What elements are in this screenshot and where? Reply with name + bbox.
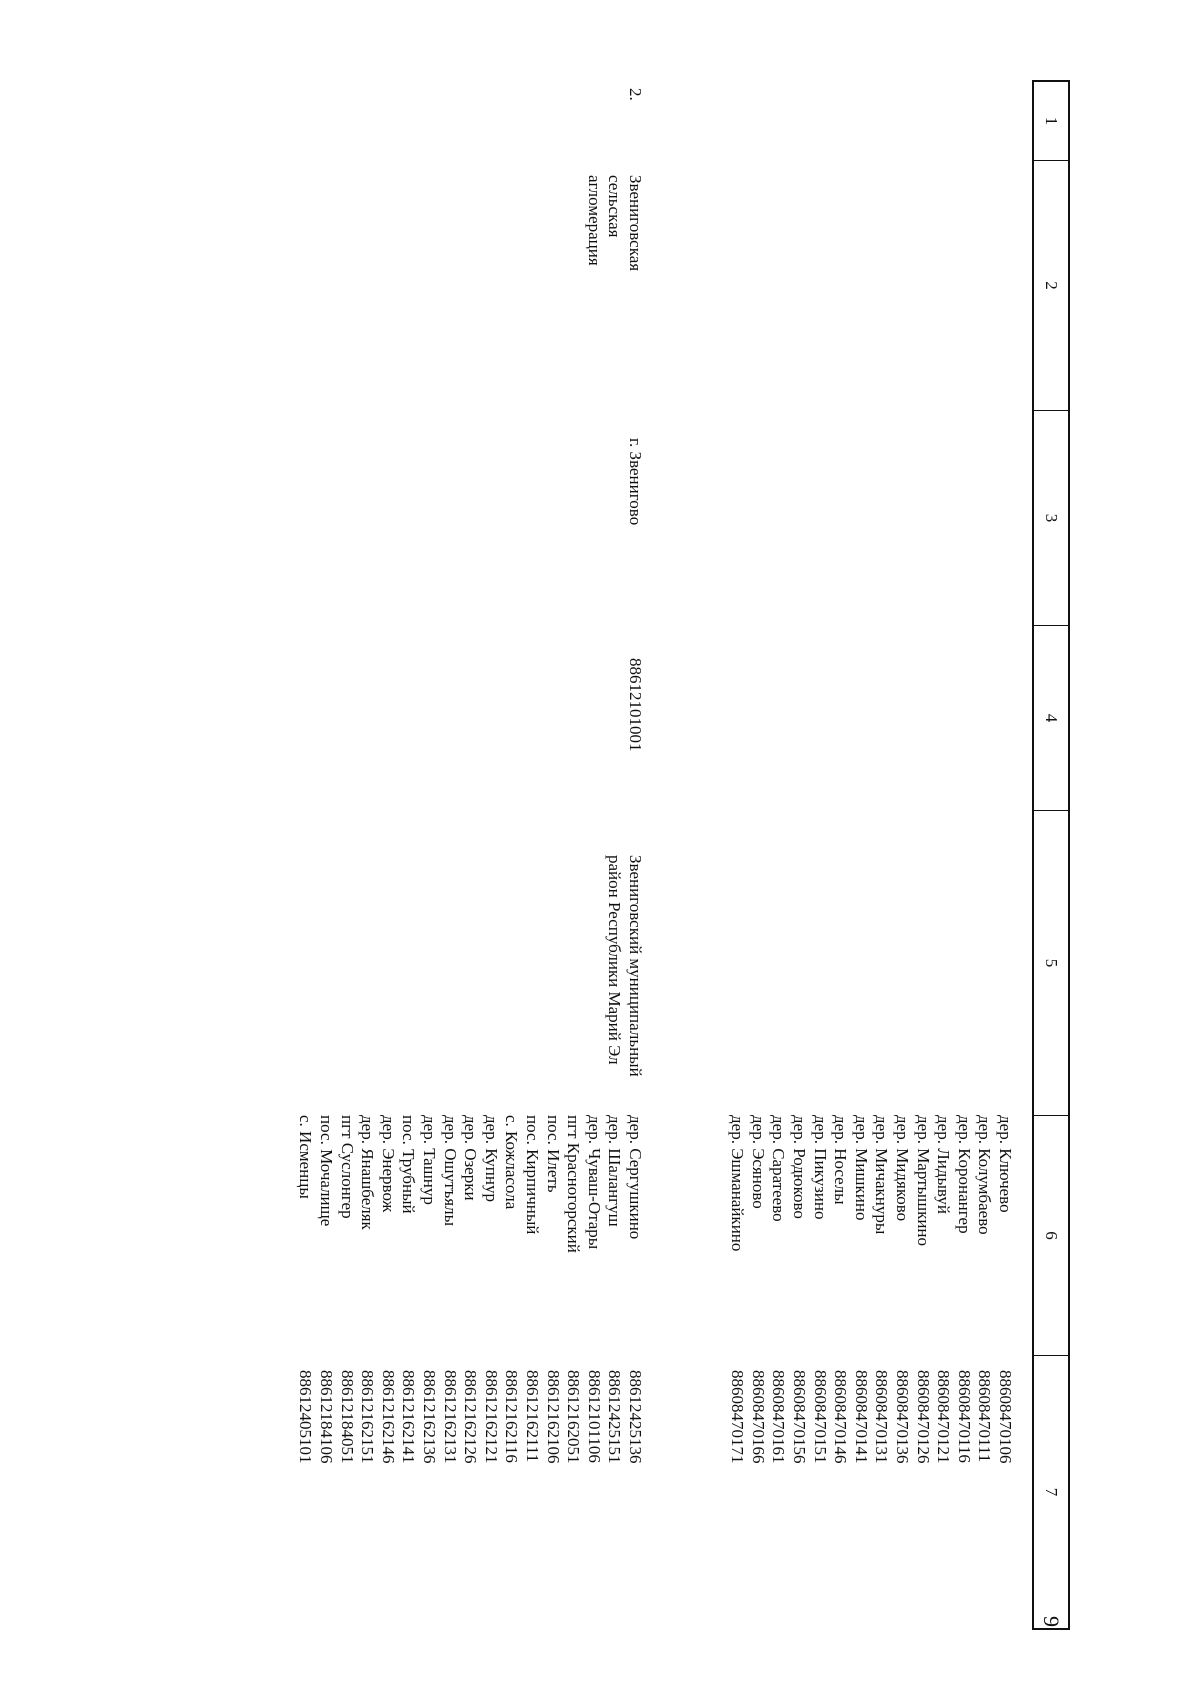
settlement-name: пос. Мочалище: [317, 1115, 337, 1227]
settlement-name: дер. Мартышкино: [913, 1115, 933, 1247]
settlement-name: дер. Кopoнангер: [954, 1115, 974, 1234]
agglomeration-line: Звениговская: [626, 175, 645, 272]
settlement-code: 88612162141: [399, 1370, 419, 1464]
settlement-code: 88608470131: [872, 1370, 892, 1464]
settlement-code: 88612162121: [481, 1370, 501, 1464]
district-line: Звениговский муниципальный: [626, 855, 645, 1077]
settlement-name: дер. Родюково: [790, 1115, 810, 1219]
settlement-name: пос. Илеть: [543, 1115, 563, 1193]
settlement-name: дер. Эсяново: [748, 1115, 768, 1209]
block2-codes: [295, 1370, 645, 1464]
settlement-name: дер. Чуваш-Отары: [584, 1115, 604, 1250]
settlement-code: 88608470116: [954, 1370, 974, 1463]
settlement-name: пгт Красногорский: [564, 1115, 584, 1253]
settlement-code: 88612101106: [584, 1370, 604, 1463]
settlement-code: 88612162111: [523, 1370, 543, 1463]
settlement-code: 88612162051: [564, 1370, 584, 1464]
settlement-name: дер. Сергушкино: [626, 1115, 645, 1240]
header-col-5: 5: [1034, 810, 1068, 1115]
settlement-code: 88612405101: [296, 1370, 316, 1464]
block2-agglomeration: [583, 175, 645, 271]
settlement-name: дер. Шалангуш: [605, 1115, 625, 1227]
settlement-code: 88608470106: [996, 1370, 1015, 1464]
settlement-name: дер. Носелы: [831, 1115, 851, 1205]
settlement-name: дер. Колумбаево: [975, 1115, 995, 1235]
settlement-code: 88612162116: [502, 1370, 522, 1463]
settlement-code: 88608470146: [831, 1370, 851, 1464]
settlement-code: 88608470156: [790, 1370, 810, 1464]
settlement-name: дер. Озерки: [461, 1115, 481, 1201]
settlement-code: 88608470136: [893, 1370, 913, 1464]
rotated-table-sheet: [200, 80, 1070, 1630]
settlement-name: дер. Пикузино: [810, 1115, 830, 1220]
table-header-row: [1032, 80, 1070, 1630]
header-col-1: 1: [1034, 80, 1068, 160]
settlement-name: дер. Лидывуй: [934, 1115, 954, 1214]
settlement-code: 88608470141: [851, 1370, 871, 1464]
block2-settlements: [295, 1115, 645, 1253]
settlement-name: с. Кожласола: [502, 1115, 522, 1210]
header-col-6: 6: [1034, 1115, 1068, 1355]
settlement-code: 88612162136: [420, 1370, 440, 1464]
header-col-7: 7: [1034, 1355, 1068, 1630]
settlement-name: дер. Саратеево: [769, 1115, 789, 1222]
settlement-code: 88608470166: [748, 1370, 768, 1464]
settlement-code: 88612162146: [378, 1370, 398, 1464]
agglomeration-line: сельская: [605, 175, 625, 238]
page-number: 9: [1039, 1616, 1064, 1627]
settlement-code: 88612184106: [317, 1370, 337, 1464]
settlement-code: 88612425151: [605, 1370, 625, 1464]
settlement-name: пгт Суслонгер: [337, 1115, 357, 1219]
settlement-name: дер. Энервож: [378, 1115, 398, 1213]
settlement-name: дер. Мичакнуры: [872, 1115, 892, 1235]
block2-number: 2.: [626, 88, 645, 101]
settlement-code: 88608470151: [810, 1370, 830, 1464]
settlement-name: дер. Ошутъялы: [440, 1115, 460, 1227]
block1-codes: [727, 1370, 1015, 1464]
agglomeration-line: агломерация: [584, 175, 604, 266]
settlement-name: дер. Эшманайкино: [728, 1115, 748, 1252]
header-col-4: 4: [1034, 625, 1068, 810]
settlement-code: 88608470161: [769, 1370, 789, 1464]
settlement-code: 88612425136: [626, 1370, 645, 1464]
settlement-code: 88612162126: [461, 1370, 481, 1464]
settlement-name: пос. Кирпичный: [523, 1115, 543, 1235]
settlement-code: 88612162106: [543, 1370, 563, 1464]
settlement-code: 88608470171: [728, 1370, 748, 1464]
settlement-code: 88608470121: [934, 1370, 954, 1464]
header-col-2: 2: [1034, 160, 1068, 410]
settlement-name: дер. Купнур: [481, 1115, 501, 1202]
settlement-name: пос. Трубный: [399, 1115, 419, 1214]
block1-settlements: [727, 1115, 1015, 1251]
block2-center-code: 88612101001: [626, 658, 645, 752]
settlement-code: 88608470111: [975, 1370, 995, 1463]
settlement-name: с. Исменцы: [296, 1115, 316, 1199]
settlement-name: дер. Янашбеляк: [358, 1115, 378, 1230]
settlement-name: дер. Мишкино: [851, 1115, 871, 1221]
district-line: район Республики Марий Эл: [605, 855, 625, 1065]
header-col-3: 3: [1034, 410, 1068, 625]
settlement-code: 88612162151: [358, 1370, 378, 1464]
settlement-name: дер. Мидяково: [893, 1115, 913, 1222]
settlement-name: дер. Ташнур: [420, 1115, 440, 1205]
settlement-name: дер. Ключево: [996, 1115, 1015, 1213]
block2-center: г. Звенигово: [626, 438, 645, 526]
settlement-code: 88612184051: [337, 1370, 357, 1464]
settlement-code: 88608470126: [913, 1370, 933, 1464]
settlement-code: 88612162131: [440, 1370, 460, 1464]
